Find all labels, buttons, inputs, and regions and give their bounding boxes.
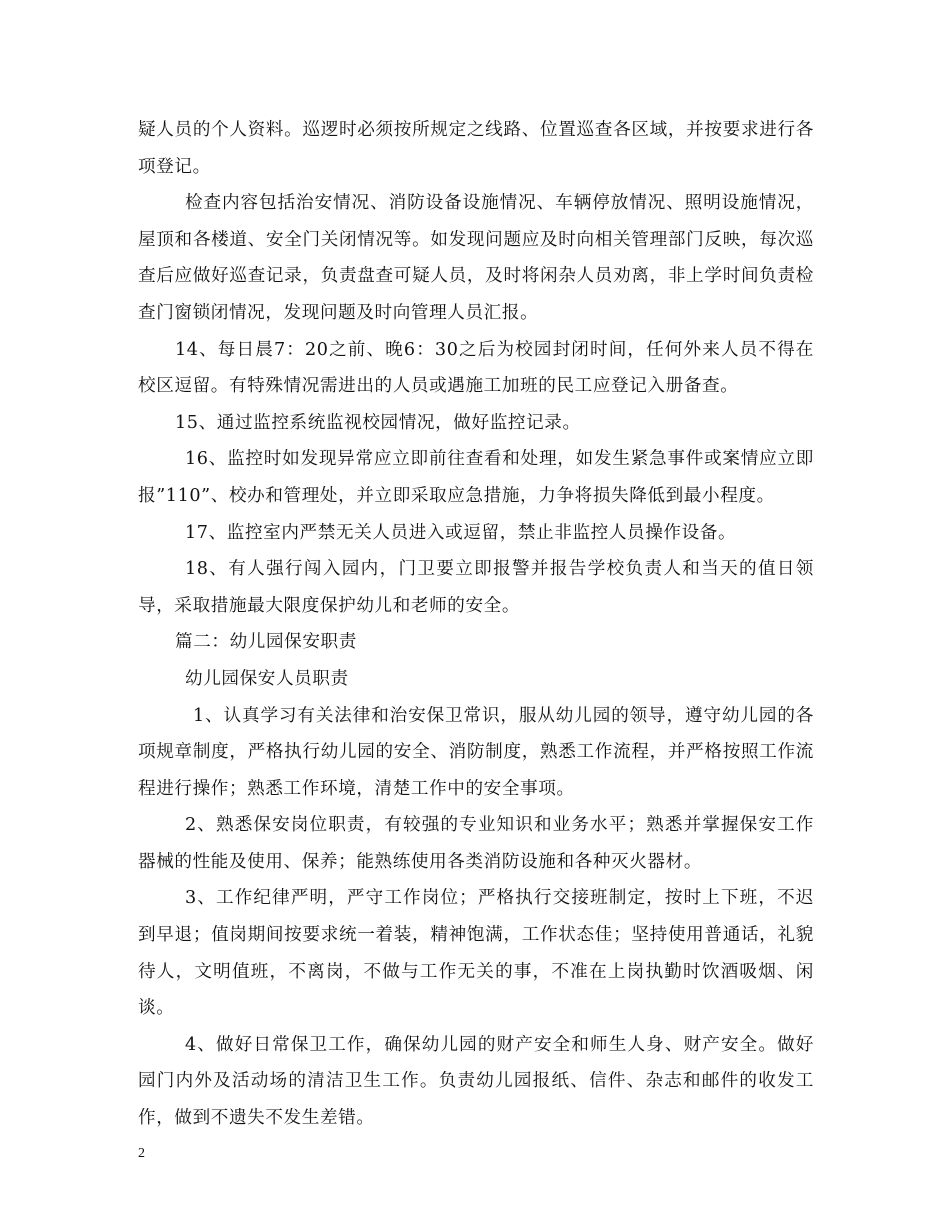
paragraph-duty-1: 1、认真学习有关法律和治安保卫常识，服从幼儿园的领导，遵守幼儿园的各项规章制度，严格执行幼儿园的安全、消防制度，熟悉工作流程，并严格按照工作流程进行操作；熟悉工作环境，清楚工作中的安全事项。 (138, 705, 814, 799)
paragraph-continuation: 疑人员的个人资料。巡逻时必须按所规定之线路、位置巡查各区域，并按要求进行各项登记。 (138, 120, 814, 177)
paragraph-item-18: 18、有人强行闯入园内，门卫要立即报警并报告学校负责人和当天的值日领导，采取措施最大限度保护幼儿和老师的安全。 (138, 559, 814, 616)
section-heading: 篇二：幼儿园保安职责 (175, 632, 357, 653)
document-body (138, 112, 814, 1137)
paragraph-inspection-content: 检查内容包括治安情况、消防设备设施情况、车辆停放情况、照明设施情况，屋顶和各楼道、安全门关闭情况等。如发现问题应及时向相关管理部门反映，每次巡查后应做好巡查记录，负责盘查可疑人员，及时将闲杂人员劝离，非上学时间负责检查门窗锁闭情况，发现问题及时向管理人员汇报。 (138, 193, 814, 323)
paragraph-item-16: 16、监控时如发现异常应立即前往查看和处理，如发生紧急事件或案情应立即报”110”、校办和管理处，并立即采取应急措施，力争将损失降低到最小程度。 (138, 449, 814, 506)
paragraph-duty-2: 2、熟悉保安岗位职责，有较强的专业知识和业务水平；熟悉并掌握保安工作器械的性能及使用、保养；能熟练使用各类消防设施和各种灭火器材。 (138, 815, 814, 872)
paragraph-duty-4: 4、做好日常保卫工作，确保幼儿园的财产安全和师生人身、财产安全。做好园门内外及活动场的清洁卫生工作。负责幼儿园报纸、信件、杂志和邮件的收发工作，做到不遗失不发生差错。 (138, 1034, 814, 1129)
paragraph-duty-3: 3、工作纪律严明，严守工作岗位；严格执行交接班制定，按时上下班，不迟到早退；值岗期间按要求统一着装，精神饱满，工作状态佳；坚持使用普通话，礼貌待人，文明值班，不离岗，不做与工作无关的事，不准在上岗执勤时饮酒吸烟、闲谈。 (138, 888, 814, 1019)
paragraph-item-14: 14、每日晨7：20之前、晚6：30之后为校园封闭时间，任何外来人员不得在校区逗留。有特殊情况需进出的人员或遇施工加班的民工应登记入册备查。 (138, 339, 814, 397)
section-subheading: 幼儿园保安人员职责 (185, 668, 349, 689)
paragraph-item-15: 15、通过监控系统监视校园情况，做好监控记录。 (175, 412, 581, 433)
paragraph-item-17: 17、监控室内严禁无关人员进入或逗留，禁止非监控人员操作设备。 (185, 522, 737, 543)
page-number: 2 (138, 1146, 145, 1161)
